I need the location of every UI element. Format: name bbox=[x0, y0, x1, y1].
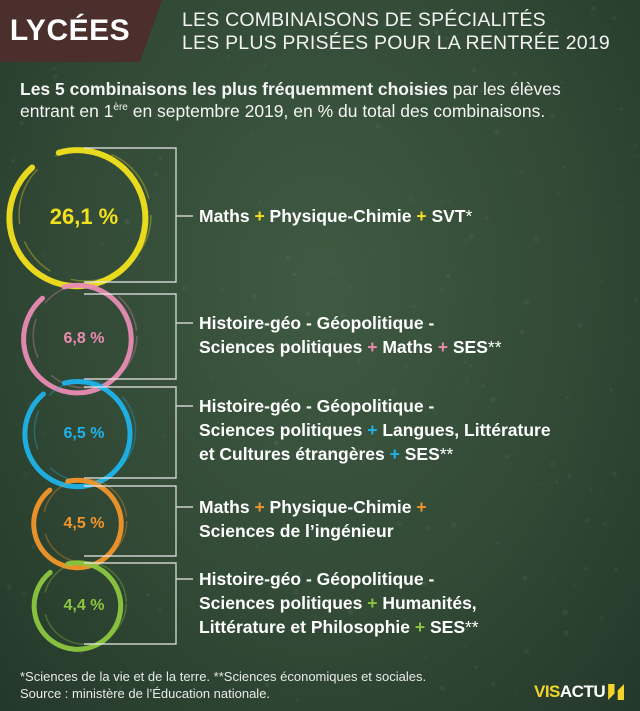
footnote-source: Source : ministère de l’Éducation nationale. bbox=[20, 686, 271, 701]
combination-label-5-line-1 bbox=[199, 567, 479, 591]
footnote-marker: ** bbox=[439, 444, 454, 464]
logo-mark-icon bbox=[608, 684, 624, 700]
specialty-text: Littérature et Philosophie bbox=[199, 617, 415, 637]
bubble-group-5 bbox=[34, 562, 193, 650]
visactu-logo bbox=[534, 681, 624, 703]
combination-label-2-line-1 bbox=[199, 311, 502, 335]
bubble-value-label-5: 4,4 % bbox=[63, 597, 105, 614]
page-title-line2: LES PLUS PRISÉES POUR LA RENTRÉE 2019 bbox=[182, 32, 610, 54]
page-title-line1: LES COMBINAISONS DE SPÉCIALITÉS bbox=[182, 9, 546, 31]
specialty-text: Langues, Littérature bbox=[377, 420, 551, 440]
specialty-text: Humanités, bbox=[377, 593, 477, 613]
specialty-text: Sciences politiques bbox=[199, 593, 368, 613]
footnote bbox=[20, 668, 540, 702]
plus-sign: + bbox=[254, 206, 265, 226]
bubble-value-label-4: 4,5 % bbox=[63, 515, 105, 532]
plus-sign: + bbox=[389, 444, 400, 464]
bubble-group-3 bbox=[25, 380, 193, 486]
combination-label-3-line-1 bbox=[199, 394, 551, 418]
combination-label-1 bbox=[199, 204, 472, 228]
section-tag-text: LYCÉES bbox=[9, 14, 131, 47]
bubble-group-4 bbox=[34, 479, 193, 568]
specialty-text: Sciences de l’ingénieur bbox=[199, 521, 394, 541]
specialty-text: SVT bbox=[426, 206, 466, 226]
combination-label-5-line-2 bbox=[199, 591, 479, 615]
combination-label-2 bbox=[199, 311, 502, 359]
combination-label-4 bbox=[199, 495, 427, 543]
plus-sign: + bbox=[416, 206, 427, 226]
combination-label-4-line-1 bbox=[199, 495, 427, 519]
specialty-text: Sciences politiques bbox=[199, 337, 368, 357]
bubble-group-1 bbox=[9, 148, 193, 286]
specialty-text: SES bbox=[399, 444, 440, 464]
specialty-text: Histoire-géo - Géopolitique - bbox=[199, 396, 435, 416]
footnote-marker: ** bbox=[465, 617, 479, 637]
bubble-value-label-3: 6,5 % bbox=[63, 425, 105, 442]
combination-label-1-line-1 bbox=[199, 204, 472, 228]
bubble-value-label-2: 6,8 % bbox=[63, 330, 105, 347]
specialty-text: Maths bbox=[199, 497, 255, 517]
combination-label-5 bbox=[199, 567, 479, 639]
subtitle-part2: entrant en 1 bbox=[20, 101, 114, 121]
footnote-marker: ** bbox=[487, 337, 502, 357]
subtitle-sup: ère bbox=[113, 102, 128, 113]
combination-label-3 bbox=[199, 394, 551, 466]
combination-label-5-line-3 bbox=[199, 615, 479, 639]
plus-sign: + bbox=[437, 337, 449, 357]
specialty-text: Histoire-géo - Géopolitique - bbox=[199, 313, 435, 333]
subtitle-part3: en septembre 2019, en % du total des combinaisons. bbox=[127, 101, 546, 121]
combination-label-2-line-2 bbox=[199, 335, 502, 359]
specialty-text: Physique-Chimie bbox=[264, 206, 417, 226]
footnote-definitions: *Sciences de la vie et de la terre. **Sciences économiques et sociales. bbox=[20, 669, 427, 684]
combination-label-3-line-2 bbox=[199, 418, 551, 442]
combination-label-4-line-2 bbox=[199, 519, 427, 543]
specialty-text: Histoire-géo - Géopolitique - bbox=[199, 569, 435, 589]
bubble-value-label-1: 26,1 % bbox=[49, 204, 119, 229]
specialty-text: Physique-Chimie bbox=[264, 497, 417, 517]
specialty-text: SES bbox=[448, 337, 488, 357]
specialty-text: et Cultures étrangères bbox=[199, 444, 390, 464]
logo-vis: VIS bbox=[534, 682, 560, 701]
combination-label-3-line-3 bbox=[199, 442, 551, 466]
subtitle-part1: par les élèves bbox=[447, 79, 561, 99]
plus-sign: + bbox=[414, 617, 426, 637]
specialty-text: Maths bbox=[377, 337, 438, 357]
plus-sign: + bbox=[367, 593, 378, 613]
specialty-text: Maths bbox=[199, 206, 255, 226]
plus-sign: + bbox=[367, 420, 378, 440]
logo-actu: ACTU bbox=[559, 682, 606, 701]
plus-sign: + bbox=[367, 337, 378, 357]
plus-sign: + bbox=[254, 497, 265, 517]
specialty-text: SES bbox=[425, 617, 465, 637]
bubble-group-2 bbox=[24, 284, 193, 393]
footnote-marker: * bbox=[465, 206, 473, 226]
specialty-text: Sciences politiques bbox=[199, 420, 368, 440]
plus-sign: + bbox=[416, 497, 427, 517]
subtitle-bold: Les 5 combinaisons les plus fréquemment choisies bbox=[20, 79, 448, 99]
